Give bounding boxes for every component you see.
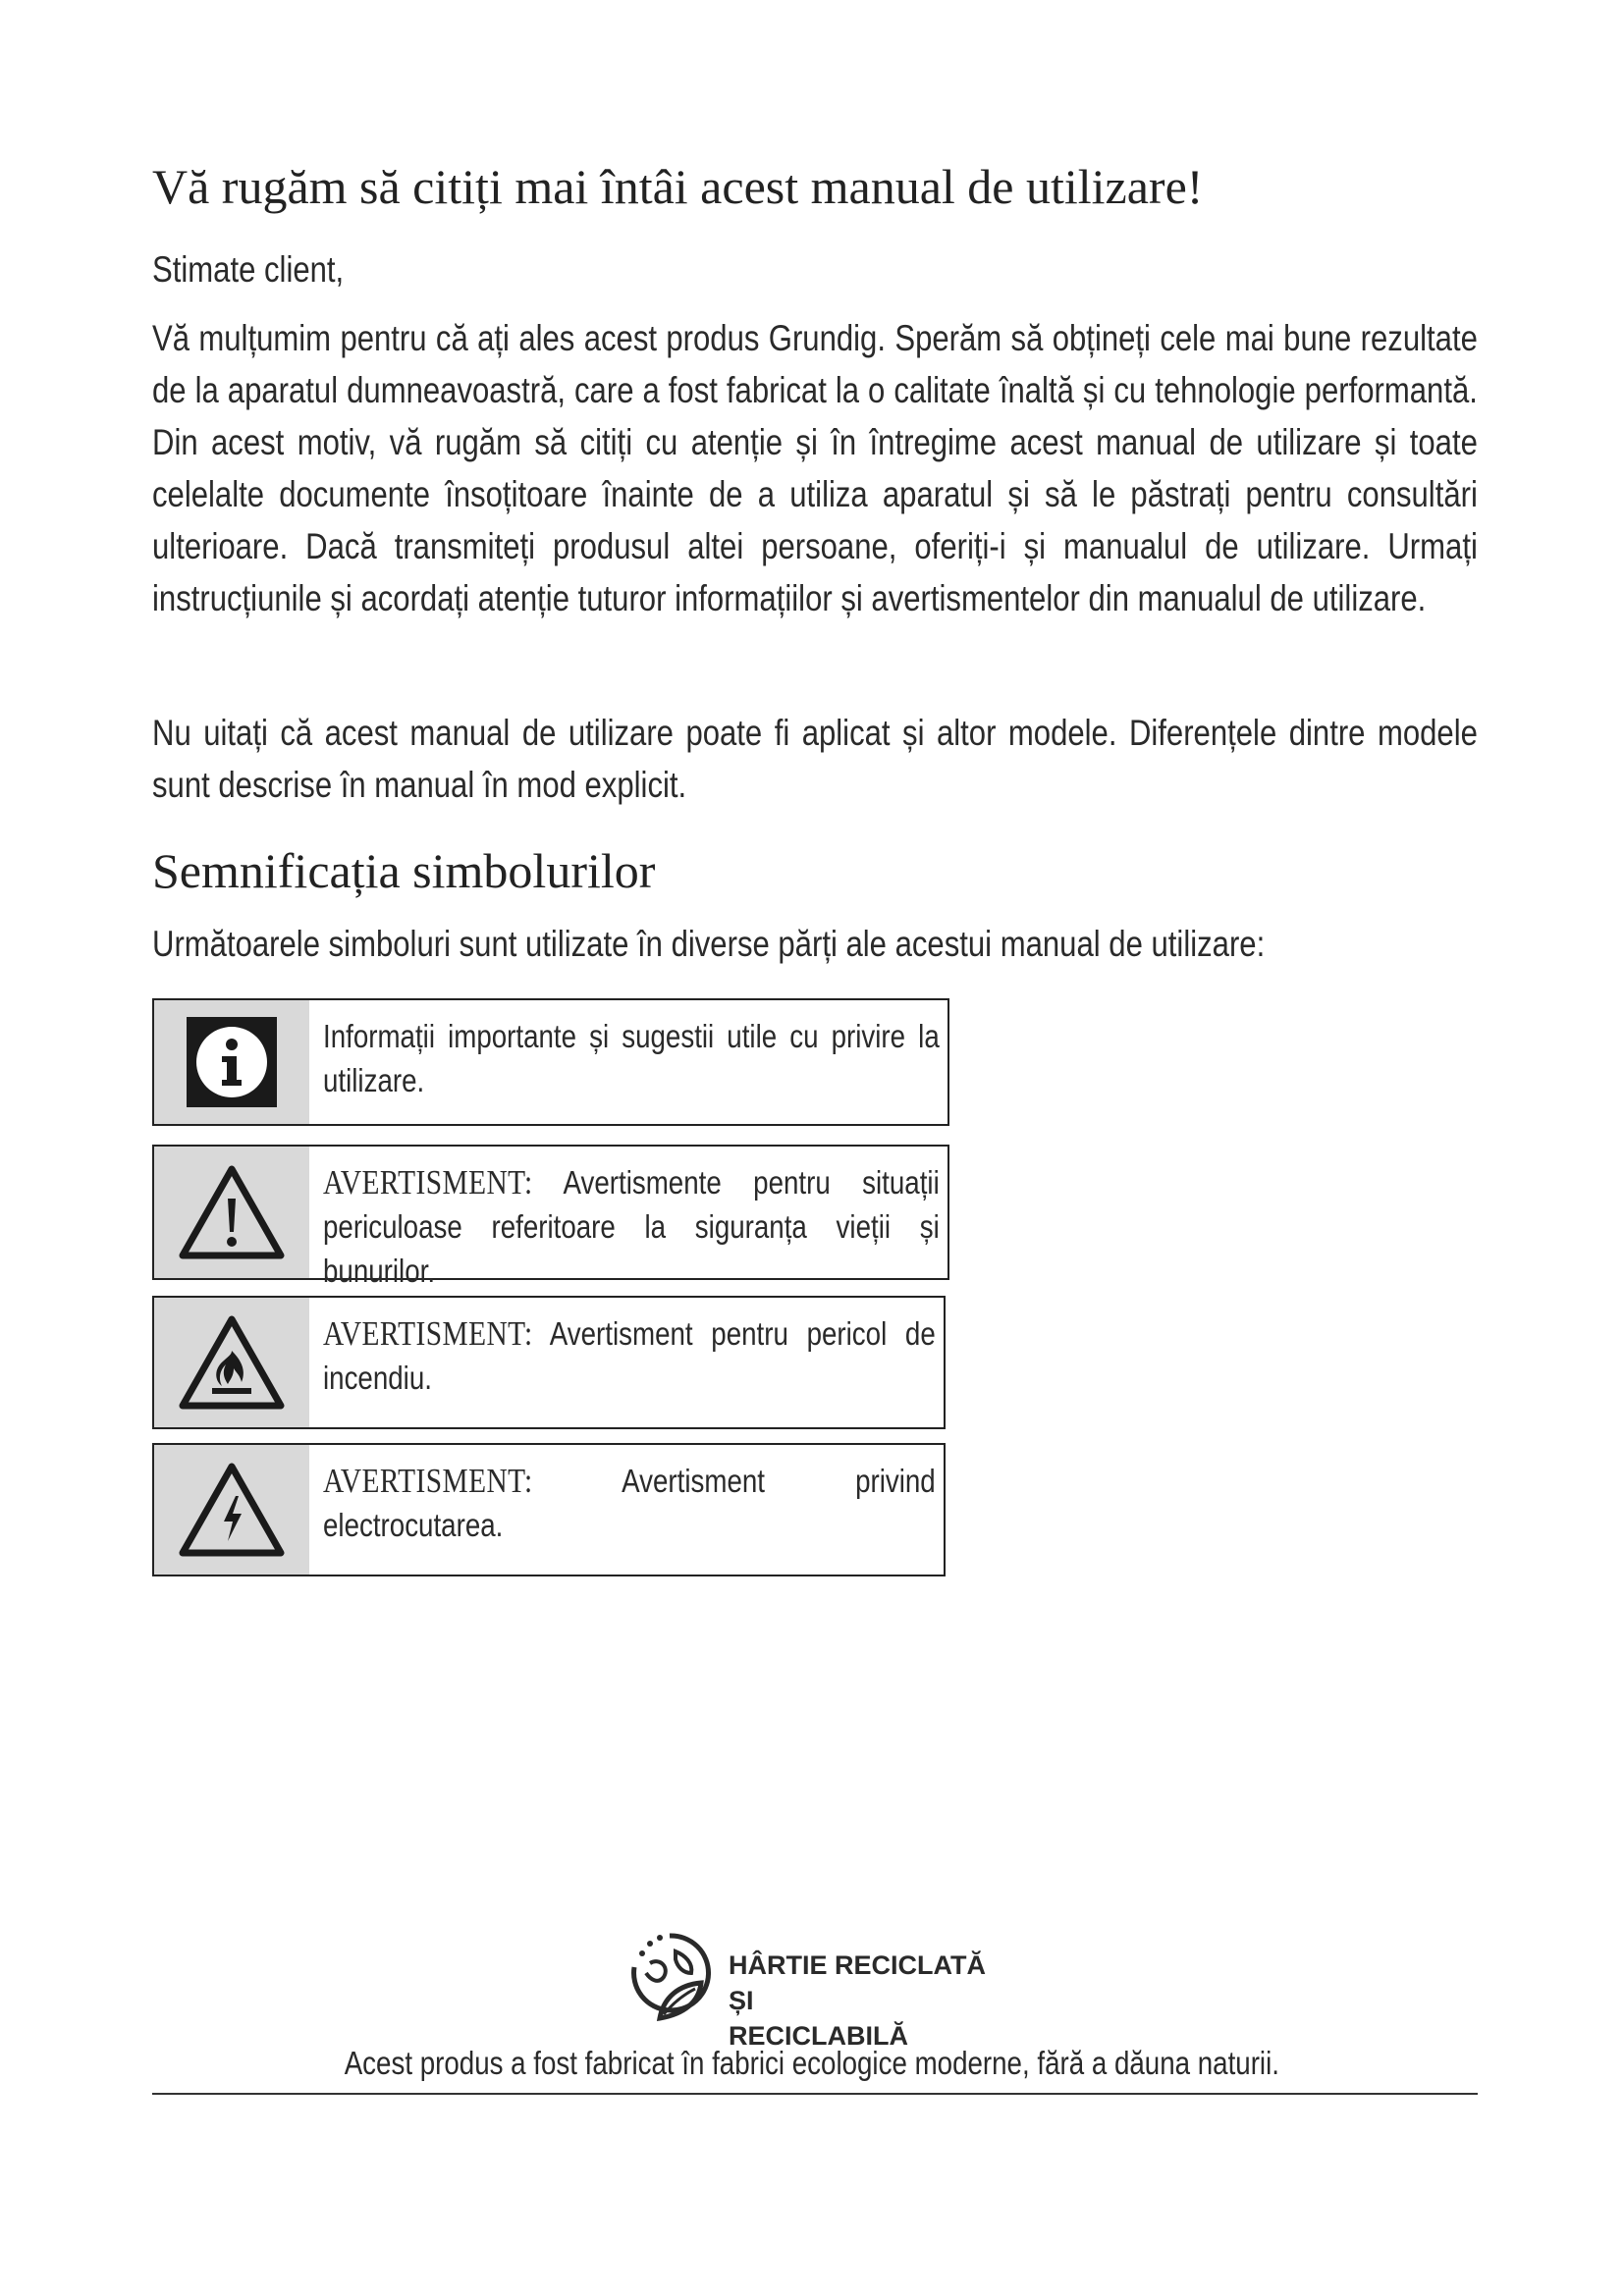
symbol-fire-box xyxy=(152,1296,946,1429)
warning-icon xyxy=(177,1163,287,1261)
symbol-warning-box xyxy=(152,1145,949,1289)
recycled-paper-logo xyxy=(621,1924,1013,2051)
symbols-heading: Semnificația simbolurilor xyxy=(152,843,656,898)
footer-note: Acest produs a fost fabricat în fabrici ecologice moderne, fără a dăuna naturii. xyxy=(344,2045,1280,2081)
logo-text-line2: RECICLABILĂ xyxy=(729,2021,908,2051)
symbol-warning-text: Avertismente pentru situații periculoase referitoare la siguranța vieții și bunurilor. xyxy=(323,1164,940,1289)
symbol-warning-label: AVERTISMENT: xyxy=(323,1163,533,1201)
symbol-fire-text: Avertisment pentru pericol de incendiu. xyxy=(323,1315,936,1396)
electric-warning-icon xyxy=(177,1461,287,1559)
logo-text-line1: HÂRTIE RECICLATĂ ȘI xyxy=(729,1950,986,2015)
symbol-electric-text: Avertisment privind electrocutarea. xyxy=(323,1463,936,1543)
symbol-electric-label: AVERTISMENT: xyxy=(323,1462,533,1500)
intro-paragraph: Vă mulțumim pentru că ați ales acest produs Grundig. Sperăm să obțineți cele mai bune rezultate de la aparatul dumneavoastră, care a fost fabricat la o calitate înaltă și cu tehnologie performantă. Din acest motiv, vă rugăm să citiți cu atenție și în întregime acest manual de utilizare și toate celelalte documente însoțitoare înainte de a utiliza aparatul și să le păstrați pentru consultări ulterioare. Dacă transmiteți produsul altei persoane, oferiți-i și manualul de utilizare. Urmați instrucțiunile și acordați atenție tuturor informațiilor și avertismentelor din manualul de utilizare. xyxy=(152,318,1478,618)
page-content xyxy=(152,157,1478,964)
page-title: Vă rugăm să citiți mai întâi acest manual de utilizare! xyxy=(152,159,1204,214)
fire-warning-icon xyxy=(177,1313,287,1412)
symbols-intro: Următoarele simboluri sunt utilizate în diverse părți ale acestui manual de utilizare: xyxy=(152,924,1266,964)
footer-divider xyxy=(152,2093,1478,2095)
greeting: Stimate client, xyxy=(152,249,345,290)
symbol-fire-label: AVERTISMENT: xyxy=(323,1314,533,1353)
recycle-globe-icon xyxy=(621,1924,719,2032)
symbol-electric-box xyxy=(152,1443,946,1576)
symbol-info-text: Informații importante și sugestii utile cu privire la utilizare. xyxy=(323,1018,940,1098)
models-note-paragraph: Nu uitați că acest manual de utilizare poate fi aplicat și altor modele. Diferențele dintre modele sunt descrise în manual în mod explicit. xyxy=(152,713,1478,805)
symbol-info-box xyxy=(152,998,949,1126)
info-icon xyxy=(185,1015,279,1109)
